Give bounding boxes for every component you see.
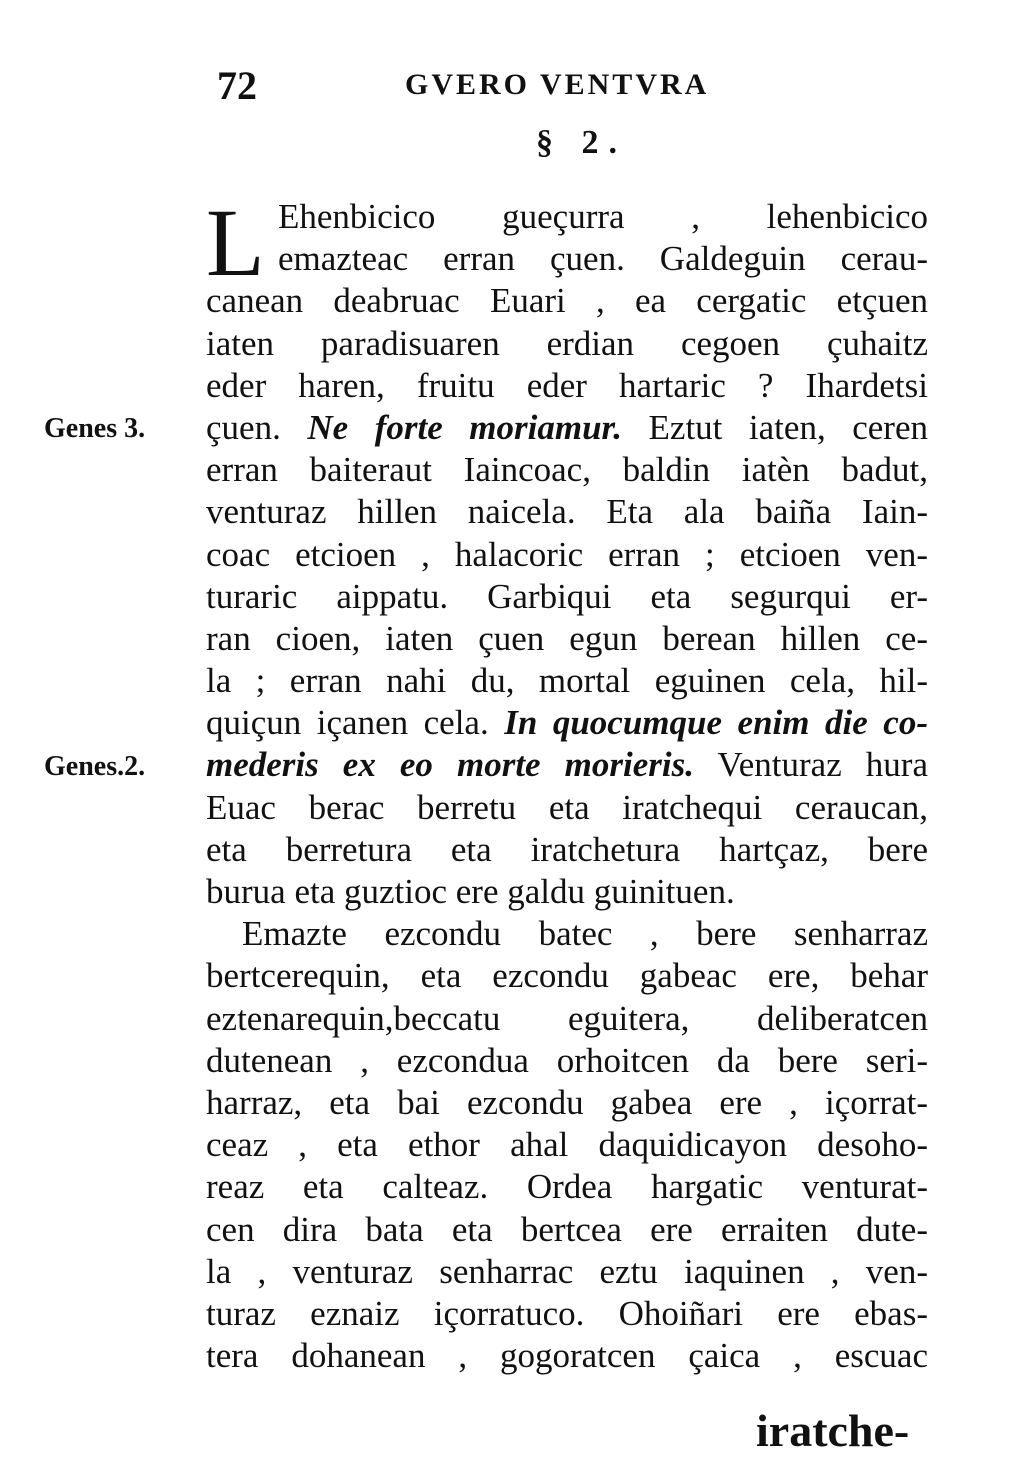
running-title: GVERO VENTVRA bbox=[405, 68, 710, 101]
text-line: canean deabruac Euari , ea cergatic etçuen bbox=[206, 281, 928, 321]
text-line bbox=[206, 407, 928, 449]
text-line: coac etcioen , halacoric erran ; etcioen ven- bbox=[206, 534, 928, 574]
text-line: tera dohanean , gogoratcen çaica , escuac bbox=[206, 1336, 928, 1376]
text-line: bertcerequin, eta ezcondu gabeac ere, behar bbox=[206, 956, 928, 996]
text-line: Emazte ezcondu batec , bere senharraz bbox=[242, 914, 928, 954]
text-line: venturaz hillen naicela. Eta ala baiña Iain- bbox=[206, 492, 928, 532]
text-line bbox=[206, 744, 928, 786]
text-line: la , venturaz senharrac eztu iaquinen , ven- bbox=[206, 1251, 928, 1291]
text-line: la ; erran nahi du, mortal eguinen cela, hil- bbox=[206, 661, 928, 701]
section-mark: § 2. bbox=[536, 124, 627, 161]
text-line: eder haren, fruitu eder hartaric ? Ihardetsi bbox=[206, 365, 928, 405]
text-line: emazteac erran çuen. Galdeguin cerau- bbox=[278, 239, 928, 279]
text-line: Euac berac berretu eta iratchequi ceraucan, bbox=[206, 787, 928, 827]
text-span: Venturaz hura bbox=[693, 745, 928, 785]
text-span: çuen. bbox=[206, 407, 308, 447]
margin-note: Genes 3. bbox=[44, 413, 146, 444]
text-line: burua eta guztioc ere galdu guinituen. bbox=[206, 872, 735, 911]
text-line: eztenarequin,beccatu eguitera, deliberatcen bbox=[206, 998, 928, 1038]
text-line: erran baiteraut Iaincoac, baldin iatèn badut, bbox=[206, 450, 928, 490]
text-line: harraz, eta bai ezcondu gabea ere , içorrat- bbox=[206, 1082, 928, 1122]
page-header bbox=[205, 62, 925, 112]
catchword: iratche- bbox=[756, 1405, 910, 1456]
page-number: 72 bbox=[217, 63, 257, 108]
text-line: reaz eta calteaz. Ordea hargatic venturat- bbox=[206, 1167, 928, 1207]
latin-quote: Ne forte moriamur. bbox=[307, 407, 622, 447]
text-line: eta berretura eta iratchetura hartçaz, bere bbox=[206, 829, 928, 869]
text-span: quiçun içanen cela. bbox=[206, 703, 505, 743]
text-line: cen dira bata eta bertcea ere erraiten dute- bbox=[206, 1209, 928, 1249]
text-lines bbox=[206, 189, 928, 1377]
text-line: ceaz , eta ethor ahal daquidicayon desoho- bbox=[206, 1125, 928, 1165]
body-text bbox=[206, 189, 928, 1377]
text-line: Ehenbicico gueçurra , lehenbicico bbox=[278, 197, 928, 236]
latin-quote: In quocumque enim die co- bbox=[504, 703, 928, 743]
latin-quote: mederis ex eo morte morieris. bbox=[206, 745, 694, 785]
text-line bbox=[206, 702, 928, 744]
text-line: ran cioen, iaten çuen egun berean hillen ce- bbox=[206, 618, 928, 658]
text-line: turaz eznaiz içorratuco. Ohoiñari ere ebas- bbox=[206, 1293, 928, 1333]
drop-cap: L bbox=[206, 189, 265, 296]
margin-note: Genes.2. bbox=[44, 750, 146, 782]
text-line: turaric aippatu. Garbiqui eta segurqui er- bbox=[206, 576, 928, 616]
text-line: iaten paradisuaren erdian cegoen çuhaitz bbox=[206, 323, 928, 363]
text-span: Eztut iaten, ceren bbox=[621, 407, 928, 447]
text-line: dutenean , ezcondua orhoitcen da bere seri- bbox=[206, 1040, 928, 1080]
